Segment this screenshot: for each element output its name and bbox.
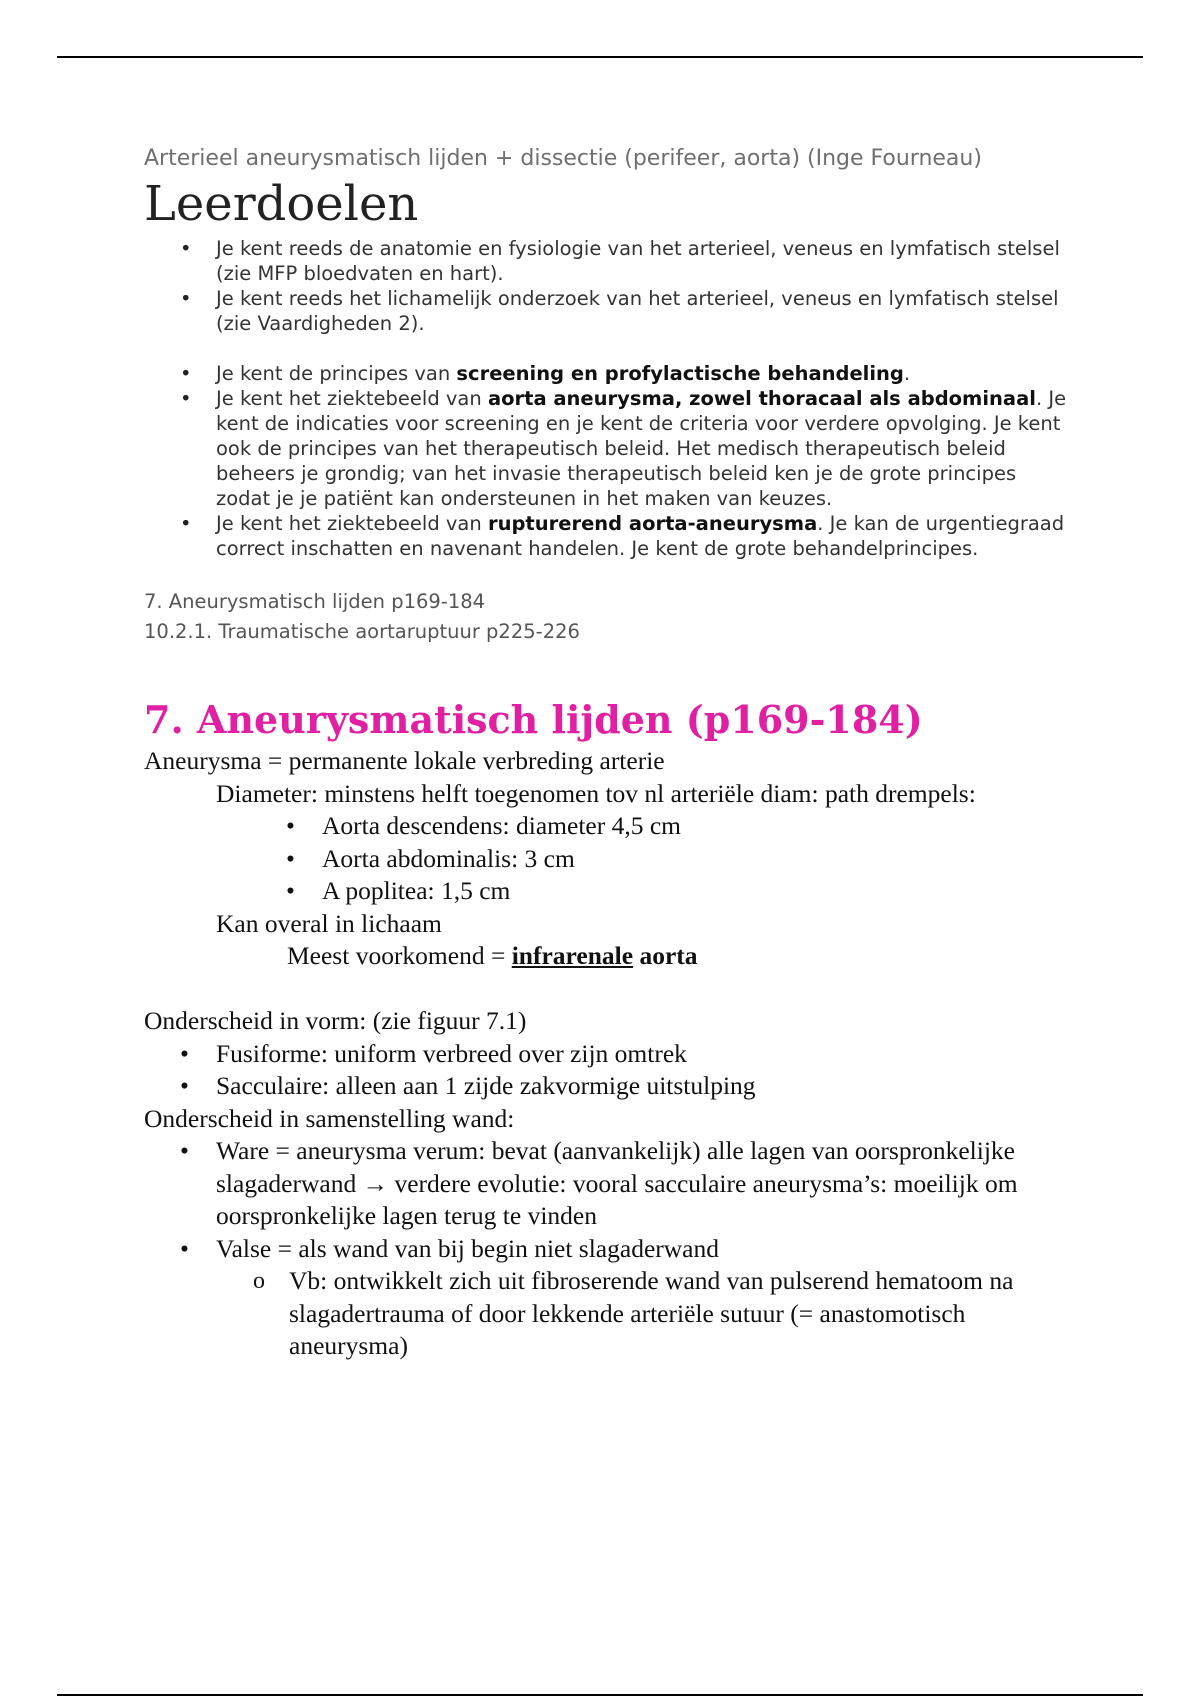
list-item: • Fusiforme: uniform verbreed over zijn omtrek	[216, 1038, 1074, 1071]
reference-item: 10.2.1. Traumatische aortaruptuur p225-226	[144, 620, 580, 643]
leerdoelen-heading: Leerdoelen	[144, 176, 419, 232]
diameter-line: Diameter: minstens helft toegenomen tov nl arteriële diam: path drempels:	[216, 778, 976, 808]
vorm-list	[144, 1038, 1074, 1103]
footer-rule	[57, 1694, 1143, 1696]
arrow-icon: →	[362, 1168, 389, 1198]
chapter-body	[144, 745, 1074, 1363]
list-item: • A poplitea: 1,5 cm	[322, 875, 1074, 908]
header-rule	[57, 56, 1143, 58]
document-subtitle: Arterieel aneurysmatisch lijden + dissectie (perifeer, aorta) (Inge Fourneau)	[144, 146, 982, 171]
references	[144, 587, 1074, 647]
list-item: • Aorta abdominalis: 3 cm	[322, 843, 1074, 876]
goal-item: • Je kent het ziektebeeld van rupturerend aorta-aneurysma. Je kan de urgentiegraad correct inschatten en navenant handelen. Je kent de grote behandelprincipes.	[216, 511, 1074, 561]
overal-line: Kan overal in lichaam	[216, 908, 442, 938]
list-item: • Ware = aneurysma verum: bevat (aanvankelijk) alle lagen van oorspronkelijke slagaderwand → verdere evolutie: vooral sacculaire aneurysma’s: moeilijk om oorspronkelijke lagen terug te vinden	[216, 1135, 1074, 1233]
list-item: • Valse = als wand van bij begin niet slagaderwand	[216, 1233, 1074, 1266]
reference-item: 7. Aneurysmatisch lijden p169-184	[144, 590, 486, 613]
meest-line: Meest voorkomend = infrarenale aorta	[287, 941, 698, 970]
page-content	[144, 142, 1074, 1363]
list-item: • Aorta descendens: diameter 4,5 cm	[322, 810, 1074, 843]
goal-item: • Je kent het ziektebeeld van aorta aneurysma, zowel thoracaal als abdominaal. Je kent de indicaties voor screening en je kent de criteria voor verdere opvolging. Je kent ook de principes van het therapeutisch beleid. Het medisch therapeutisch beleid beheers je grondig; van het invasie therapeutisch beleid ken je de grote principes zodat je je patiënt kan ondersteunen in het maken van keuzes.	[216, 386, 1074, 511]
goals-list	[144, 236, 1074, 561]
goal-item: • Je kent reeds de anatomie en fysiologie van het arterieel, veneus en lymfatisch stelsel (zie MFP bloedvaten en hart).	[216, 236, 1074, 286]
definition: Aneurysma = permanente lokale verbreding arterie	[144, 746, 665, 775]
goal-item: • Je kent reeds het lichamelijk onderzoek van het arterieel, veneus en lymfatisch stelsel (zie Vaardigheden 2).	[216, 286, 1074, 336]
wand-heading: Onderscheid in samenstelling wand:	[144, 1103, 515, 1133]
vorm-heading: Onderscheid in vorm: (zie figuur 7.1)	[144, 1006, 527, 1035]
chapter-heading: 7. Aneurysmatisch lijden (p169-184)	[144, 697, 923, 742]
threshold-list	[144, 810, 1074, 908]
valse-sublist	[144, 1265, 1074, 1363]
wand-list	[144, 1135, 1074, 1265]
list-item: • Sacculaire: alleen aan 1 zijde zakvormige uitstulping	[216, 1070, 1074, 1103]
list-item: o Vb: ontwikkelt zich uit fibroserende wand van pulserend hematoom na slagadertrauma of door lekkende arteriële sutuur (= anastomotisch aneurysma)	[289, 1265, 1074, 1363]
goal-item: • Je kent de principes van screening en profylactische behandeling.	[216, 361, 1074, 386]
